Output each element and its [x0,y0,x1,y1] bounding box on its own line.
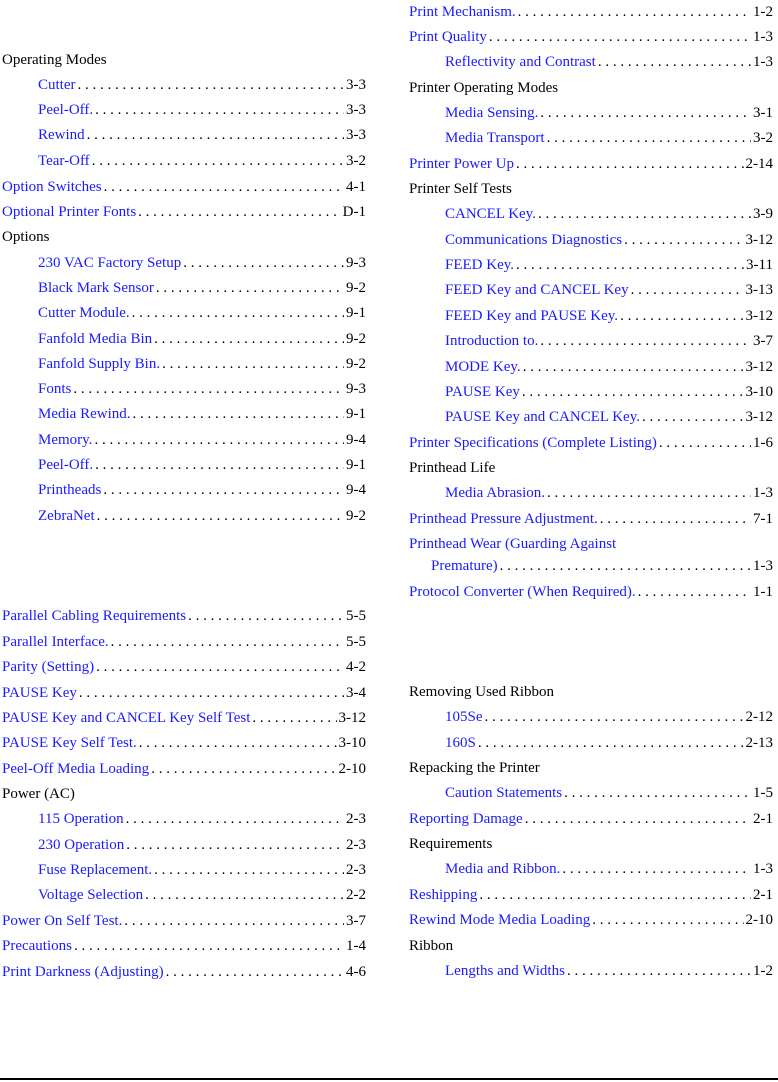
index-entry-cancel-key[interactable] [409,203,773,228]
index-entry-reporting-damage[interactable] [409,808,773,833]
page-reference: 5-5 [346,634,366,650]
index-entry-label[interactable]: PAUSE Key Self Test. [2,735,137,751]
index-entry-label[interactable]: Rewind Mode Media Loading [409,912,591,928]
index-entry-label[interactable]: Parity (Setting) [2,659,95,675]
page-reference: 1-2 [753,4,773,20]
dot-leader [478,732,744,754]
index-entry-label[interactable]: Printer Specifications (Complete Listing) [409,435,657,451]
index-entry-media-transport[interactable] [409,127,773,152]
dot-leader [500,555,751,577]
index-entry-label[interactable]: 115 Operation [38,811,124,827]
index-entry-label[interactable]: Print Quality [409,29,487,45]
index-heading-label: Printer Operating Modes [409,80,559,96]
index-entry-label[interactable]: ZebraNet [38,508,95,524]
index-entry-label[interactable]: Cutter Module. [38,305,130,321]
index-entry-reflectivity-and-contrast[interactable] [409,51,773,76]
index-entry-media-and-ribbon[interactable] [409,858,773,883]
index-entry-label[interactable]: Protocol Converter (When Required). [409,584,636,600]
page-reference: 1-3 [753,558,773,574]
index-entry-label[interactable]: PAUSE Key [445,384,520,400]
index-entry-media-rewind[interactable] [2,403,366,428]
index-entry-print-darkness-adjusting[interactable] [2,961,366,986]
index-entry-115-operation[interactable] [2,808,366,833]
index-entry-parity-setting[interactable] [2,656,366,681]
page-reference: 2-14 [745,156,773,172]
index-entry-label[interactable]: Parallel Cabling Requirements [2,608,187,624]
dot-leader [631,279,744,301]
dot-leader [162,353,344,375]
index-entry-fanfold-media-bin[interactable] [2,328,366,353]
index-entry-label-continued[interactable]: Premature) [431,558,498,574]
index-entry-precautions[interactable] [2,935,366,960]
page-reference: 3-7 [346,913,366,929]
index-entry-label[interactable]: Reporting Damage [409,811,523,827]
dot-leader [540,102,751,124]
dot-leader [87,124,344,146]
index-entry-mode-key[interactable] [409,356,773,381]
index-entry-fonts[interactable] [2,378,366,403]
page-reference: 4-1 [346,179,366,195]
index-heading-label: Removing Used Ribbon [409,684,554,700]
index-entry-label[interactable]: MODE Key. [445,359,521,375]
page-reference: 2-10 [338,761,366,777]
dot-leader [92,150,344,172]
page-reference: 4-6 [346,964,366,980]
index-heading-label: Requirements [409,836,493,852]
index-entry-fuse-replacement[interactable] [2,859,366,884]
index-entry-fanfold-supply-bin[interactable] [2,353,366,378]
index-entry-memory[interactable] [2,429,366,454]
page-reference: 3-3 [346,127,366,143]
index-entry-label[interactable]: Media Sensing. [445,105,539,121]
dot-leader [522,381,744,403]
page-reference: 2-13 [745,735,773,751]
dot-leader [547,127,751,149]
dot-leader [516,254,744,276]
index-entry-label[interactable]: Cutter [38,77,76,93]
index-entry-label[interactable]: PAUSE Key and CANCEL Key. [445,409,640,425]
index-heading-operating-modes [2,49,366,74]
index-entry-print-mechanism[interactable] [409,1,773,26]
index-entry-label[interactable]: Fuse Replacement. [38,862,153,878]
page-reference: 1-1 [753,584,773,600]
dot-leader [518,1,751,23]
index-entry-230-operation[interactable] [2,834,366,859]
index-entry-label[interactable]: Media Rewind. [38,406,131,422]
dot-leader [97,505,344,527]
page-reference: 3-1 [753,105,773,121]
index-entry-parallel-interface[interactable] [2,631,366,656]
index-entry-label[interactable]: Media Transport [445,130,545,146]
dot-leader [95,454,344,476]
dot-leader [642,406,744,428]
index-entry-label[interactable]: Caution Statements [445,785,563,801]
page-reference: 2-1 [753,811,773,827]
index-entry-label[interactable]: Printheads [38,482,102,498]
index-entry-label[interactable]: Option Switches [2,179,102,195]
dot-leader [547,482,751,504]
index-entry-communications-diagnostics[interactable] [409,229,773,254]
index-entry-label[interactable]: CANCEL Key. [445,206,536,222]
index-heading-label: Repacking the Printer [409,760,540,776]
dot-leader [145,884,344,906]
page-reference: 7-1 [753,511,773,527]
page-reference: 3-2 [753,130,773,146]
index-entry-black-mark-sensor[interactable] [2,277,366,302]
page-reference: 3-13 [745,282,773,298]
page-reference: 9-2 [346,280,366,296]
dot-leader [516,153,744,175]
index-entry-cutter[interactable] [2,74,366,99]
index-entry-label[interactable]: Reshipping [409,887,478,903]
index-entry-peel-off[interactable] [2,454,366,479]
index-entry-label[interactable]: FEED Key. [445,257,515,273]
index-entry-peel-off[interactable] [2,99,366,124]
index-heading-label: Options [2,229,50,245]
index-heading-options [2,226,366,251]
dot-leader [485,706,744,728]
index-entry-printhead-pressure-adjustment[interactable] [409,508,773,533]
index-entry-160s[interactable] [409,732,773,757]
index-entry-label[interactable]: Lengths and Widths [445,963,565,979]
index-heading-label: Power (AC) [2,786,75,802]
page-reference: 5-5 [346,608,366,624]
page-reference: 3-3 [346,77,366,93]
dot-leader [126,808,344,830]
page-reference: 3-12 [745,232,773,248]
index-entry-label[interactable]: Tear-Off [38,153,90,169]
page-reference: 9-2 [346,331,366,347]
index-entry-label[interactable]: Communications Diagnostics [445,232,623,248]
index-entry-protocol-converter-when-required[interactable] [409,581,773,606]
index-entry-label[interactable]: Power On Self Test. [2,913,123,929]
page-reference: 1-4 [346,938,366,954]
page-reference: 1-3 [753,861,773,877]
index-entry-label[interactable]: Printhead Wear (Guarding Against [409,536,617,552]
page-reference: 3-4 [346,685,366,701]
page-reference: 2-1 [753,887,773,903]
dot-leader [132,403,344,425]
page-reference: 1-3 [753,485,773,501]
page-reference: 2-2 [346,887,366,903]
index-entry-label[interactable]: Print Mechanism. [409,4,516,20]
page-reference: 3-3 [346,102,366,118]
page-reference: 3-12 [745,409,773,425]
index-entry-label[interactable]: Parallel Interface. [2,634,109,650]
index-entry-tear-off[interactable] [2,150,366,175]
index-entry-label[interactable]: Peel-Off. [38,457,94,473]
page-reference: 3-12 [745,359,773,375]
index-entry-label[interactable]: Fanfold Supply Bin. [38,356,161,372]
page-reference: 1-3 [753,29,773,45]
index-entry-label[interactable]: Print Darkness (Adjusting) [2,964,164,980]
index-entry-label[interactable]: 105Se [445,709,483,725]
index-entry-label[interactable]: PAUSE Key [2,685,77,701]
dot-leader [79,682,344,704]
index-entry-label[interactable]: Peel-Off. [38,102,94,118]
index-entry-label[interactable]: Memory. [38,432,93,448]
index-entry-pause-key-self-test[interactable] [2,732,366,757]
page-reference: 3-7 [753,333,773,349]
dot-leader [124,910,344,932]
index-entry-optional-printer-fonts[interactable] [2,201,366,226]
index-entry-label[interactable]: Fanfold Media Bin [38,331,153,347]
index-entry-label[interactable]: Precautions [2,938,72,954]
page-reference: 2-12 [745,709,773,725]
dot-leader [74,935,344,957]
index-heading-label: Printhead Life [409,460,496,476]
index-entry-230-vac-factory-setup[interactable] [2,252,366,277]
dot-leader [156,277,344,299]
page-reference: 3-10 [745,384,773,400]
dot-leader [564,782,751,804]
index-heading-printer-operating-modes [409,77,773,102]
dot-leader [78,74,345,96]
index-entry-printheads[interactable] [2,479,366,504]
dot-leader [525,808,751,830]
dot-leader [592,909,743,931]
dot-leader [523,356,744,378]
page-reference: 9-1 [346,457,366,473]
index-entry-label[interactable]: Reflectivity and Contrast [445,54,596,70]
index-entry-lengths-and-widths[interactable] [409,960,773,985]
index-entry-label[interactable]: Voltage Selection [38,887,144,903]
page-reference: 9-4 [346,432,366,448]
page-reference: 3-10 [338,735,366,751]
page-reference: 3-11 [746,257,773,273]
index-heading-label: Printer Self Tests [409,181,512,197]
page-reference: 9-2 [346,356,366,372]
index-entry-printer-power-up[interactable] [409,153,773,178]
index-entry-option-switches[interactable] [2,176,366,201]
dot-leader [600,508,751,530]
page-reference: 9-1 [346,305,366,321]
footer-rule [0,1078,778,1080]
index-entry-label[interactable]: Fonts [38,381,72,397]
page-reference: 9-4 [346,482,366,498]
index-entry-feed-key-and-pause-key[interactable] [409,305,773,330]
index-entry-105se[interactable] [409,706,773,731]
index-entry-label[interactable]: PAUSE Key and CANCEL Key Self Test [2,710,251,726]
index-entry-peel-off-media-loading[interactable] [2,758,366,783]
index-heading-printhead-life [409,457,773,482]
page-reference: 9-2 [346,508,366,524]
dot-leader [479,884,751,906]
dot-leader [103,479,344,501]
index-entry-label[interactable]: Media and Ribbon. [445,861,561,877]
dot-leader [132,302,344,324]
dot-leader [111,631,344,653]
index-entry-zebranet[interactable] [2,505,366,530]
index-entry-label[interactable]: Black Mark Sensor [38,280,154,296]
page-reference: 2-10 [745,912,773,928]
index-entry-pause-key[interactable] [2,682,366,707]
page-reference: 3-12 [745,308,773,324]
dot-leader [659,432,751,454]
index-entry-printhead-wear-guarding-against[interactable] [409,533,773,577]
dot-leader [154,859,344,881]
index-entry-label[interactable]: 230 Operation [38,837,125,853]
index-entry-label[interactable]: Printhead Pressure Adjustment. [409,511,598,527]
page-reference: 9-3 [346,381,366,397]
page-reference: 3-9 [753,206,773,222]
index-heading-label: Ribbon [409,938,454,954]
index-entry-label[interactable]: 230 VAC Factory Setup [38,255,182,271]
page-reference: 2-3 [346,862,366,878]
dot-leader [489,26,751,48]
index-entry-rewind[interactable] [2,124,366,149]
dot-leader [567,960,751,982]
page-reference: 9-1 [346,406,366,422]
index-entry-print-quality[interactable] [409,26,773,51]
dot-leader [540,330,751,352]
index-entry-pause-key-and-cancel-key[interactable] [409,406,773,431]
dot-leader [598,51,751,73]
index-entry-label[interactable]: FEED Key and CANCEL Key [445,282,629,298]
dot-leader [252,707,336,729]
index-entry-rewind-mode-media-loading[interactable] [409,909,773,934]
index-entry-parallel-cabling-requirements[interactable] [2,605,366,630]
dot-leader [94,429,344,451]
index-entry-feed-key[interactable] [409,254,773,279]
index-entry-caution-statements[interactable] [409,782,773,807]
dot-leader [538,203,751,225]
index-heading-power-ac [2,783,366,808]
index-entry-label[interactable]: Peel-Off Media Loading [2,761,150,777]
dot-leader [624,229,743,251]
page-reference: 4-2 [346,659,366,675]
index-entry-media-sensing[interactable] [409,102,773,127]
page-reference: 3-12 [338,710,366,726]
index-entry-label[interactable]: Optional Printer Fonts [2,204,137,220]
index-entry-label[interactable]: 160S [445,735,476,751]
dot-leader [139,732,337,754]
index-entry-printer-specifications-complete-listing[interactable] [409,432,773,457]
index-entry-pause-key-and-cancel-key-self-test[interactable] [2,707,366,732]
dot-leader [183,252,344,274]
index-heading-label: Operating Modes [2,52,107,68]
dot-leader [138,201,341,223]
index-heading-requirements [409,833,773,858]
index-heading-repacking-the-printer [409,757,773,782]
index-entry-reshipping[interactable] [409,884,773,909]
dot-leader [638,581,751,603]
index-heading-ribbon [409,935,773,960]
index-entry-introduction-to[interactable] [409,330,773,355]
index-entry-power-on-self-test[interactable] [2,910,366,935]
dot-leader [620,305,743,327]
page-reference: 2-3 [346,811,366,827]
dot-leader [95,99,344,121]
index-entry-media-abrasion[interactable] [409,482,773,507]
page-reference: 1-3 [753,54,773,70]
dot-leader [188,605,344,627]
page-reference: D-1 [342,204,366,220]
dot-leader [562,858,751,880]
page-reference: 3-2 [346,153,366,169]
index-entry-feed-key-and-cancel-key[interactable] [409,279,773,304]
dot-leader [73,378,344,400]
index-entry-cutter-module[interactable] [2,302,366,327]
page-reference: 2-3 [346,837,366,853]
index-heading-removing-used-ribbon [409,681,773,706]
index-entry-label[interactable]: Printer Power Up [409,156,514,172]
dot-leader [166,961,344,983]
index-entry-label[interactable]: Rewind [38,127,85,143]
dot-leader [104,176,344,198]
dot-leader [154,328,344,350]
dot-leader [96,656,344,678]
index-entry-label[interactable]: Introduction to. [445,333,539,349]
index-entry-voltage-selection[interactable] [2,884,366,909]
index-heading-printer-self-tests [409,178,773,203]
page-reference: 1-5 [753,785,773,801]
index-entry-pause-key[interactable] [409,381,773,406]
page-reference: 9-3 [346,255,366,271]
index-entry-label[interactable]: FEED Key and PAUSE Key. [445,308,619,324]
dot-leader [126,834,344,856]
page-reference: 1-2 [753,963,773,979]
page-reference: 1-6 [753,435,773,451]
dot-leader [151,758,336,780]
index-entry-label[interactable]: Media Abrasion. [445,485,545,501]
